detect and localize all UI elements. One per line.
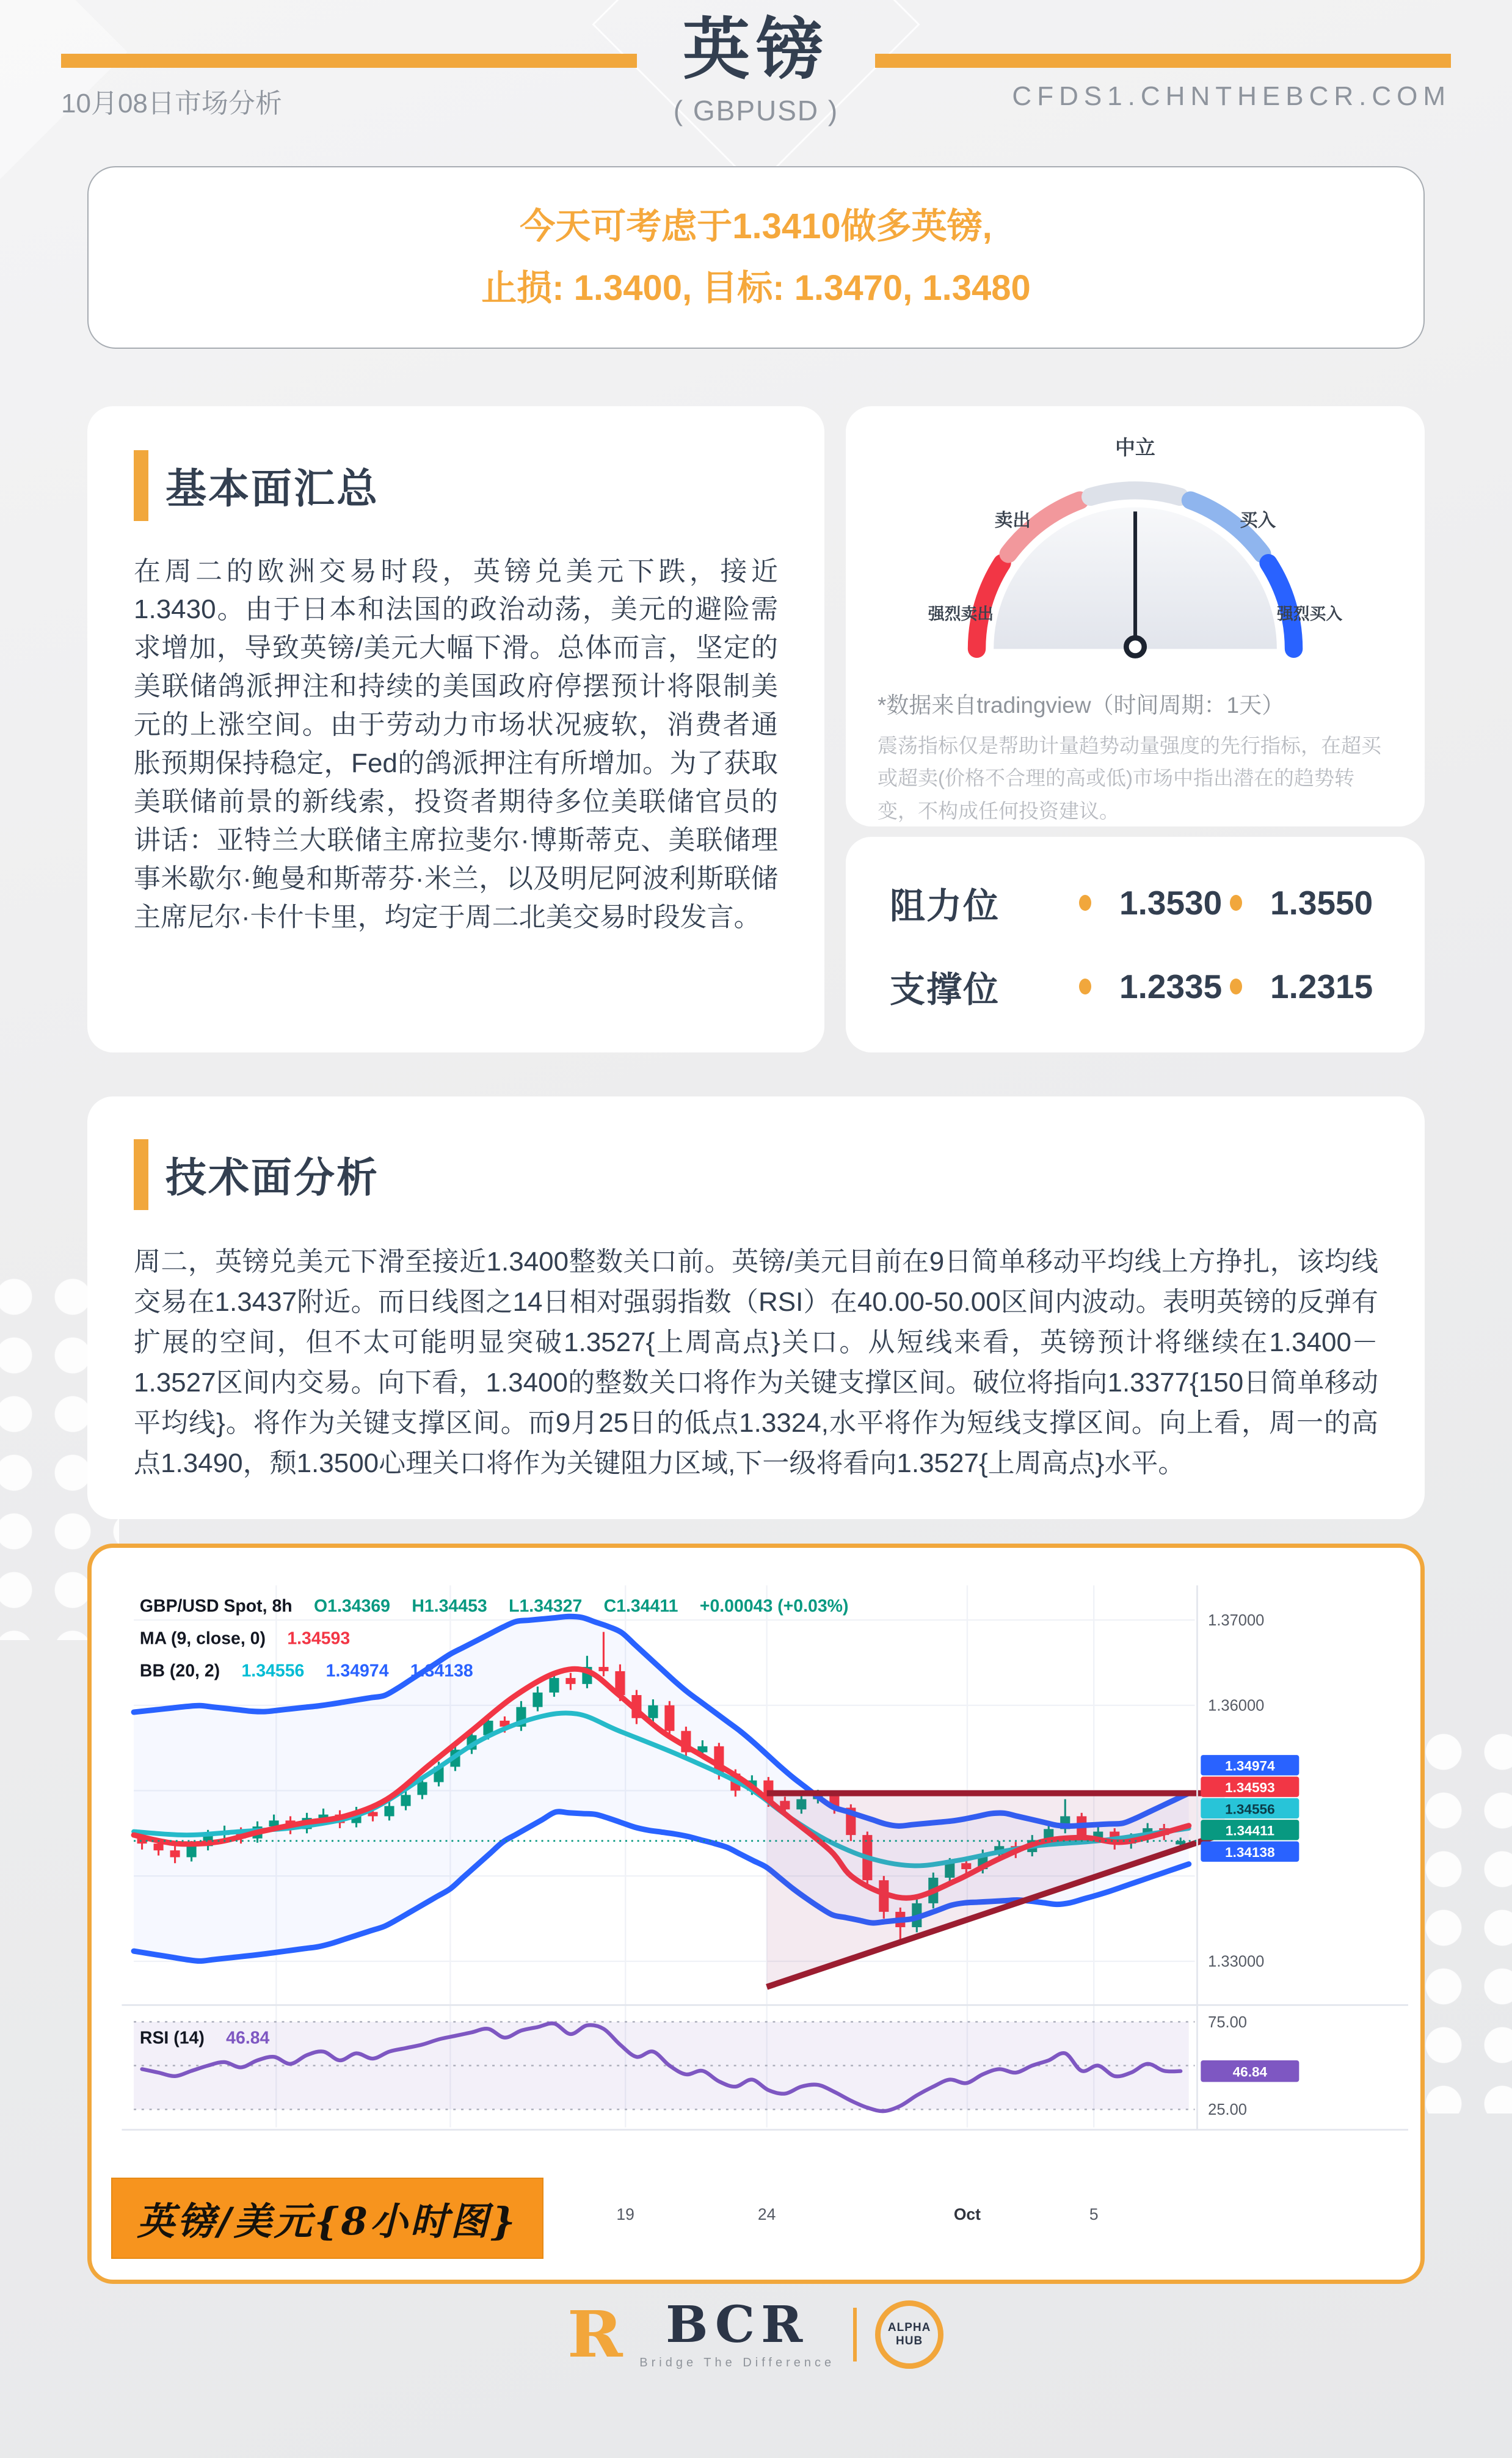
gauge-neutral-arc [1091, 490, 1180, 497]
price-chart [104, 1564, 1408, 2283]
bullet-dot [1079, 979, 1091, 994]
accent-bar-left [61, 54, 637, 68]
resistance-label: 阻力位 [890, 886, 1000, 926]
technical-heading-row [134, 1139, 1378, 1210]
bullet-dot [1230, 895, 1242, 911]
bcr-logo-block [639, 2295, 835, 2370]
gauge-label-strong-buy: 强烈买入 [1276, 604, 1343, 623]
support-value-1 [1079, 967, 1230, 1006]
header-right [875, 15, 1451, 112]
svg-text:1.33000: 1.33000 [1208, 1953, 1265, 1971]
trade-idea-line2: 止损: 1.3400, 目标: 1.3470, 1.3480 [481, 268, 1031, 308]
svg-text:MA (9, close, 0)1.34593: MA (9, close, 0) 1.34593 [139, 1628, 351, 1649]
svg-text:1.34138: 1.34138 [1225, 1844, 1275, 1860]
svg-text:75.00: 75.00 [1208, 2013, 1247, 2031]
resistance-1: 1.3530 [1119, 883, 1223, 922]
svg-text:46.84: 46.84 [1232, 2064, 1268, 2080]
svg-text:RSI (14)46.84: RSI (14) 46.84 [139, 2027, 270, 2048]
fundamental-card [87, 406, 824, 1052]
resistance-value-1 [1079, 883, 1230, 922]
bcr-logo-mark: R [567, 2296, 623, 2372]
alpha-hub-line2: HUB [896, 2335, 923, 2347]
svg-text:GBP/USD Spot, 8hO1.34369H1.344: GBP/USD Spot, 8h O1.34369 H1.34453 L1.34327 C1.34411 +0.00043 (+0.03%) [139, 1596, 849, 1616]
support-label: 支撑位 [890, 969, 1000, 1010]
chart-card [87, 1544, 1425, 2284]
svg-text:5: 5 [1089, 2205, 1099, 2223]
svg-text:1.34556: 1.34556 [1225, 1801, 1275, 1817]
levels-card [846, 837, 1425, 1052]
svg-text:1.34593: 1.34593 [1225, 1779, 1275, 1795]
gauge-disclaimer: 震荡指标仅是帮助计量趋势动量强度的先行指标，在超买或超卖(价格不合理的高或低)市场中指出潜在的趋势转变，不构成任何投资建议。 [878, 734, 1381, 822]
svg-text:1.37000: 1.37000 [1208, 1611, 1265, 1629]
svg-text:1.34411: 1.34411 [1225, 1823, 1275, 1839]
support-2: 1.2315 [1270, 967, 1373, 1005]
technical-card [87, 1096, 1425, 1519]
footer [0, 2295, 1512, 2372]
alpha-hub-line1: ALPHA [887, 2321, 931, 2335]
gauge-pivot [1126, 638, 1144, 655]
fundamental-body: 在周二的欧洲交易时段，英镑兑美元下跌，接近1.3430。由于日本和法国的政治动荡，美元的避险需求增加，导致英镑/美元大幅下滑。总体而言，坚定的美联储鸽派押注和持续的美国政府停摆预计将限制美元的上涨空间。由于劳动力市场状况疲软，消费者通胀预期保持稳定，Fed的鸽派押注有所增加。为了获取美联储前景的新线索，投资者期待多位美联储官员的讲话：亚特兰大联储主席拉斐尔·博斯蒂克、美联储理事米歇尔·鲍曼和斯蒂芬·米兰，以及明尼阿波利斯联储主席尼尔·卡什卡里，均定于周二北美交易时段发言。 [134, 556, 778, 932]
gauge-label-neutral: 中立 [1115, 436, 1155, 459]
trade-idea-callout [87, 166, 1425, 349]
bullet-dot [1079, 895, 1091, 911]
alpha-hub-text [888, 2321, 931, 2348]
chart-timeframe-tag: 英镑/美元{8小时图} [111, 2178, 543, 2259]
resistance-2: 1.3550 [1270, 883, 1373, 922]
svg-text:1.34974: 1.34974 [1225, 1758, 1275, 1774]
bullet-dot [1230, 979, 1242, 994]
fundamental-heading: 基本面汇总 [165, 465, 379, 512]
svg-text:25.00: 25.00 [1208, 2101, 1247, 2118]
technical-heading: 技术面分析 [165, 1154, 379, 1201]
gauge-label-strong-sell: 强烈卖出 [928, 604, 994, 623]
support-1: 1.2335 [1119, 967, 1223, 1005]
sentiment-gauge-card [846, 406, 1425, 826]
gauge-svg [924, 427, 1347, 680]
page-title: 英镑 [683, 12, 829, 87]
accent-bar-right [875, 54, 1451, 68]
gauge-source-note: *数据来自tradingview（时间周期：1天） [878, 692, 1285, 718]
svg-text:Oct: Oct [953, 2205, 981, 2223]
heading-accent-bar [134, 450, 148, 521]
report-date: 10月08日市场分析 [61, 89, 282, 119]
header-center [673, 12, 839, 127]
gauge-label-sell: 卖出 [994, 510, 1031, 531]
technical-body: 周二，英镑兑美元下滑至接近1.3400整数关口前。英镑/美元目前在9日简单移动平均线上方挣扎，该均线交易在1.3437附近。而日线图之14日相对强弱指数（RSI）在40.00-50.00区间内波动。表明英镑的反弹有扩展的空间，但不太可能明显突破1.3527{上周高点}关口。从短线来看，英镑预计将继续在1.3400－1.3527区间内交易。向下看，1.3400的整数关口将作为关键支撑区间。破位将指向1.3377{150日简单移动平均线}。将作为关键支撑区间。而9月25日的低点1.3324,水平将作为短线支撑区间。向上看，周一的高点1.3490，颓1.3500心理关口将作为关键阻力区域,下一级将看向1.3527{上周高点}水平。 [134, 1246, 1378, 1478]
resistance-value-2 [1230, 883, 1381, 922]
support-value-2 [1230, 967, 1381, 1006]
bcr-tagline: Bridge The Difference [639, 2355, 835, 2369]
heading-accent-bar [134, 1139, 148, 1210]
site-url: CFDS1.CHNTHEBCR.COM [1012, 81, 1451, 111]
header-left [61, 15, 637, 120]
sentiment-gauge [924, 427, 1347, 680]
support-row [890, 961, 1381, 1012]
alpha-hub-logo [875, 2300, 943, 2369]
svg-text:BB (20, 2)1.345561.349741.3413: BB (20, 2) 1.34556 1.34974 1.34138 [139, 1661, 473, 1681]
resistance-row [890, 877, 1381, 928]
header [0, 0, 1512, 127]
fundamental-heading-row [134, 450, 778, 521]
svg-text:24: 24 [757, 2205, 776, 2223]
bcr-logo-text: BCR [666, 2295, 809, 2354]
trade-idea-line1: 今天可考虑于1.3410做多英镑, [520, 206, 992, 246]
logo-divider [853, 2308, 857, 2361]
svg-text:1.36000: 1.36000 [1208, 1697, 1265, 1715]
symbol-subtitle: ( GBPUSD ) [673, 94, 839, 126]
gauge-label-buy: 买入 [1240, 510, 1276, 531]
svg-text:19: 19 [616, 2205, 634, 2223]
